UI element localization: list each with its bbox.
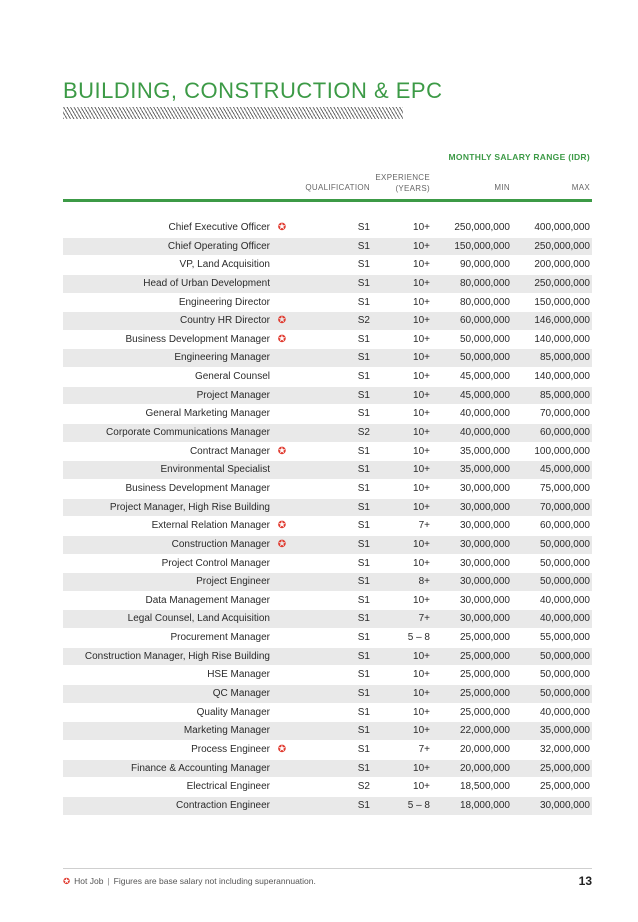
max-salary-cell: 25,000,000: [539, 762, 590, 774]
experience-cell: 10+: [413, 259, 430, 271]
table-row: [63, 405, 592, 424]
max-salary-cell: 55,000,000: [539, 632, 590, 644]
experience-cell: 10+: [413, 594, 430, 606]
table-row: [63, 294, 592, 313]
qualification-cell: S1: [357, 240, 370, 252]
experience-cell: 10+: [413, 482, 430, 494]
min-salary-cell: 25,000,000: [459, 706, 510, 718]
hot-job-icon: ✪: [277, 222, 287, 233]
min-salary-cell: 40,000,000: [459, 408, 510, 420]
table-row: [63, 368, 592, 387]
max-salary-cell: 60,000,000: [539, 427, 590, 439]
table-row: [63, 275, 592, 294]
max-salary-cell: 70,000,000: [539, 408, 590, 420]
job-title-cell: External Relation Manager: [151, 520, 270, 532]
qualification-cell: S1: [357, 613, 370, 625]
job-title-cell: QC Manager: [212, 688, 270, 700]
experience-cell: 5 – 8: [407, 632, 430, 644]
table-row: [63, 499, 592, 518]
job-title-cell: Marketing Manager: [183, 725, 270, 737]
max-salary-cell: 50,000,000: [539, 538, 590, 550]
min-salary-cell: 30,000,000: [459, 501, 510, 513]
max-salary-cell: 250,000,000: [534, 277, 590, 289]
qualification-cell: S1: [357, 706, 370, 718]
experience-cell: 10+: [413, 464, 430, 476]
job-title-cell: Chief Operating Officer: [167, 240, 270, 252]
table-row: [63, 778, 592, 797]
table-row: [63, 238, 592, 257]
qualification-cell: S1: [357, 669, 370, 681]
experience-cell: 10+: [413, 240, 430, 252]
job-title-cell: Business Development Manager: [125, 333, 270, 345]
experience-cell: 10+: [413, 427, 430, 439]
qualification-cell: S2: [357, 315, 370, 327]
max-salary-cell: 25,000,000: [539, 781, 590, 793]
table-row: [63, 666, 592, 685]
table-row: [63, 536, 592, 555]
qualification-cell: S1: [357, 632, 370, 644]
min-salary-cell: 35,000,000: [459, 464, 510, 476]
qualification-cell: S1: [357, 445, 370, 457]
min-salary-cell: 30,000,000: [459, 538, 510, 550]
min-salary-cell: 30,000,000: [459, 613, 510, 625]
experience-header: [370, 172, 430, 194]
experience-cell: 10+: [413, 725, 430, 737]
max-salary-cell: 70,000,000: [539, 501, 590, 513]
job-title-cell: HSE Manager: [207, 669, 270, 681]
max-salary-cell: 40,000,000: [539, 706, 590, 718]
qualification-cell: S1: [357, 352, 370, 364]
max-salary-cell: 150,000,000: [534, 296, 590, 308]
max-salary-cell: 140,000,000: [534, 371, 590, 383]
decorative-hatch-divider: [63, 107, 403, 119]
job-title-cell: Process Engineer: [191, 743, 270, 755]
table-row: [63, 722, 592, 741]
qualification-cell: S1: [357, 520, 370, 532]
hot-job-icon: ✪: [277, 333, 287, 345]
table-row: [63, 704, 592, 723]
qualification-cell: S1: [357, 464, 370, 476]
table-row: [63, 219, 592, 238]
experience-cell: 7+: [418, 520, 430, 532]
min-salary-cell: 20,000,000: [459, 762, 510, 774]
max-salary-cell: 45,000,000: [539, 464, 590, 476]
footer-separator: |: [107, 876, 110, 886]
table-row: [63, 517, 592, 536]
experience-cell: 10+: [413, 222, 430, 233]
min-salary-cell: 40,000,000: [459, 427, 510, 439]
job-title-cell: Business Development Manager: [125, 482, 270, 494]
qualification-cell: S1: [357, 482, 370, 494]
max-salary-cell: 30,000,000: [539, 799, 590, 811]
job-title-cell: Chief Executive Officer: [168, 222, 270, 233]
qualification-cell: S1: [357, 333, 370, 345]
hot-job-icon: ✪: [277, 315, 287, 327]
experience-cell: 10+: [413, 669, 430, 681]
table-row: [63, 349, 592, 368]
experience-cell: 10+: [413, 706, 430, 718]
job-title-cell: Contraction Engineer: [176, 799, 270, 811]
table-row: [63, 685, 592, 704]
job-title-cell: Engineering Manager: [174, 352, 270, 364]
experience-cell: 10+: [413, 650, 430, 662]
qualification-cell: S1: [357, 576, 370, 588]
qualification-cell: S1: [357, 259, 370, 271]
qualification-cell: S1: [357, 538, 370, 550]
min-salary-cell: 30,000,000: [459, 576, 510, 588]
min-salary-cell: 18,500,000: [459, 781, 510, 793]
experience-cell: 10+: [413, 762, 430, 774]
job-title-cell: Electrical Engineer: [186, 781, 270, 793]
experience-cell: 10+: [413, 277, 430, 289]
max-salary-cell: 50,000,000: [539, 650, 590, 662]
job-title-cell: Corporate Communications Manager: [106, 427, 270, 439]
max-salary-cell: 146,000,000: [534, 315, 590, 327]
table-row: [63, 424, 592, 443]
experience-cell: 7+: [418, 743, 430, 755]
job-title-cell: Legal Counsel, Land Acquisition: [127, 613, 270, 625]
table-row: [63, 610, 592, 629]
max-salary-cell: 100,000,000: [534, 445, 590, 457]
experience-cell: 10+: [413, 538, 430, 550]
min-salary-cell: 25,000,000: [459, 688, 510, 700]
max-header: MAX: [571, 183, 590, 192]
experience-cell: 10+: [413, 445, 430, 457]
max-salary-cell: 75,000,000: [539, 482, 590, 494]
job-title-cell: Construction Manager, High Rise Building: [84, 650, 270, 662]
footer-disclaimer: Figures are base salary not including superannuation.: [113, 876, 316, 886]
min-salary-cell: 30,000,000: [459, 557, 510, 569]
min-salary-cell: 35,000,000: [459, 445, 510, 457]
qualification-cell: S1: [357, 688, 370, 700]
table-row: [63, 480, 592, 499]
experience-cell: 10+: [413, 296, 430, 308]
max-salary-cell: 35,000,000: [539, 725, 590, 737]
max-salary-cell: 50,000,000: [539, 688, 590, 700]
min-salary-cell: 50,000,000: [459, 333, 510, 345]
max-salary-cell: 85,000,000: [539, 352, 590, 364]
job-title-cell: Construction Manager: [171, 538, 270, 550]
qualification-cell: S1: [357, 799, 370, 811]
hot-job-icon: ✪: [277, 743, 287, 755]
min-salary-cell: 80,000,000: [459, 296, 510, 308]
table-row: [63, 629, 592, 648]
experience-cell: 10+: [413, 688, 430, 700]
qualification-cell: S2: [357, 781, 370, 793]
job-title-cell: Project Manager: [196, 389, 270, 401]
min-salary-cell: 30,000,000: [459, 520, 510, 532]
qualification-cell: S1: [357, 296, 370, 308]
job-title-cell: General Counsel: [194, 371, 270, 383]
experience-cell: 10+: [413, 501, 430, 513]
min-salary-cell: 20,000,000: [459, 743, 510, 755]
header-rule: [63, 199, 592, 202]
hot-job-icon: ✪: [277, 538, 287, 550]
job-title-cell: Finance & Accounting Manager: [131, 762, 270, 774]
table-row: [63, 797, 592, 816]
job-title-cell: Engineering Director: [178, 296, 270, 308]
table-row: [63, 331, 592, 350]
hot-job-icon: ✪: [63, 876, 71, 886]
qualification-cell: S1: [357, 762, 370, 774]
max-salary-cell: 85,000,000: [539, 389, 590, 401]
max-salary-cell: 50,000,000: [539, 669, 590, 681]
experience-cell: 8+: [418, 576, 430, 588]
table-row: [63, 312, 592, 331]
qualification-cell: S1: [357, 594, 370, 606]
page-title: BUILDING, CONSTRUCTION & EPC: [63, 78, 443, 103]
experience-cell: 10+: [413, 557, 430, 569]
min-salary-cell: 45,000,000: [459, 371, 510, 383]
min-salary-cell: 25,000,000: [459, 632, 510, 644]
min-salary-cell: 25,000,000: [459, 669, 510, 681]
job-title-cell: Data Management Manager: [145, 594, 270, 606]
table-row: [63, 443, 592, 462]
job-title-cell: Project Engineer: [196, 576, 270, 588]
page-number: 13: [578, 874, 592, 888]
qualification-cell: S1: [357, 725, 370, 737]
job-title-cell: Procurement Manager: [170, 632, 270, 644]
experience-cell: 10+: [413, 352, 430, 364]
max-salary-cell: 200,000,000: [534, 259, 590, 271]
min-salary-cell: 30,000,000: [459, 594, 510, 606]
min-salary-cell: 50,000,000: [459, 352, 510, 364]
min-salary-cell: 25,000,000: [459, 650, 510, 662]
min-salary-cell: 18,000,000: [459, 799, 510, 811]
max-salary-cell: 40,000,000: [539, 613, 590, 625]
max-salary-cell: 250,000,000: [534, 240, 590, 252]
min-salary-cell: 150,000,000: [454, 240, 510, 252]
experience-header-line1: EXPERIENCE: [375, 173, 430, 182]
footer-rule: [63, 868, 592, 869]
min-salary-cell: 80,000,000: [459, 277, 510, 289]
table-row: [63, 592, 592, 611]
max-salary-cell: 50,000,000: [539, 557, 590, 569]
experience-cell: 5 – 8: [407, 799, 430, 811]
min-salary-cell: 30,000,000: [459, 482, 510, 494]
job-title-cell: Contract Manager: [189, 445, 270, 457]
table-row: [63, 741, 592, 760]
max-salary-cell: 40,000,000: [539, 594, 590, 606]
table-row: [63, 387, 592, 406]
job-title-cell: Project Control Manager: [161, 557, 270, 569]
max-salary-cell: 140,000,000: [534, 333, 590, 345]
hot-job-label: Hot Job: [74, 876, 104, 886]
qualification-cell: S1: [357, 408, 370, 420]
max-salary-cell: 32,000,000: [539, 743, 590, 755]
max-salary-cell: 50,000,000: [539, 576, 590, 588]
qualification-cell: S1: [357, 501, 370, 513]
min-salary-cell: 22,000,000: [459, 725, 510, 737]
min-salary-cell: 90,000,000: [459, 259, 510, 271]
table-row: [63, 760, 592, 779]
experience-cell: 10+: [413, 389, 430, 401]
experience-cell: 10+: [413, 333, 430, 345]
qualification-cell: S1: [357, 650, 370, 662]
table-row: [63, 573, 592, 592]
table-row: [63, 555, 592, 574]
experience-cell: 10+: [413, 408, 430, 420]
experience-header-line2: (YEARS): [395, 184, 430, 193]
min-header: MIN: [494, 183, 510, 192]
experience-cell: 7+: [418, 613, 430, 625]
max-salary-cell: 60,000,000: [539, 520, 590, 532]
job-title-cell: Country HR Director: [179, 315, 270, 327]
hot-job-icon: ✪: [277, 445, 287, 457]
min-salary-cell: 60,000,000: [459, 315, 510, 327]
max-salary-cell: 400,000,000: [534, 222, 590, 233]
job-title-cell: VP, Land Acquisition: [179, 259, 270, 271]
job-title-cell: Environmental Specialist: [160, 464, 270, 476]
hot-job-icon: ✪: [277, 520, 287, 532]
qualification-cell: S1: [357, 389, 370, 401]
qualification-cell: S1: [357, 743, 370, 755]
table-row: [63, 256, 592, 275]
min-salary-cell: 250,000,000: [454, 222, 510, 233]
monthly-salary-range-header: MONTHLY SALARY RANGE (IDR): [448, 152, 590, 162]
qualification-cell: S1: [357, 277, 370, 289]
experience-cell: 10+: [413, 371, 430, 383]
salary-table: [63, 219, 592, 816]
job-title-cell: General Marketing Manager: [145, 408, 270, 420]
job-title-cell: Project Manager, High Rise Building: [109, 501, 270, 513]
qualification-cell: S1: [357, 222, 370, 233]
table-row: [63, 461, 592, 480]
qualification-header: QUALIFICATION: [305, 183, 370, 192]
qualification-cell: S1: [357, 557, 370, 569]
job-title-cell: Head of Urban Development: [143, 277, 270, 289]
qualification-cell: S1: [357, 371, 370, 383]
job-title-cell: Quality Manager: [196, 706, 270, 718]
table-row: [63, 648, 592, 667]
experience-cell: 10+: [413, 781, 430, 793]
qualification-cell: S2: [357, 427, 370, 439]
min-salary-cell: 45,000,000: [459, 389, 510, 401]
footer-note: [63, 876, 316, 887]
experience-cell: 10+: [413, 315, 430, 327]
